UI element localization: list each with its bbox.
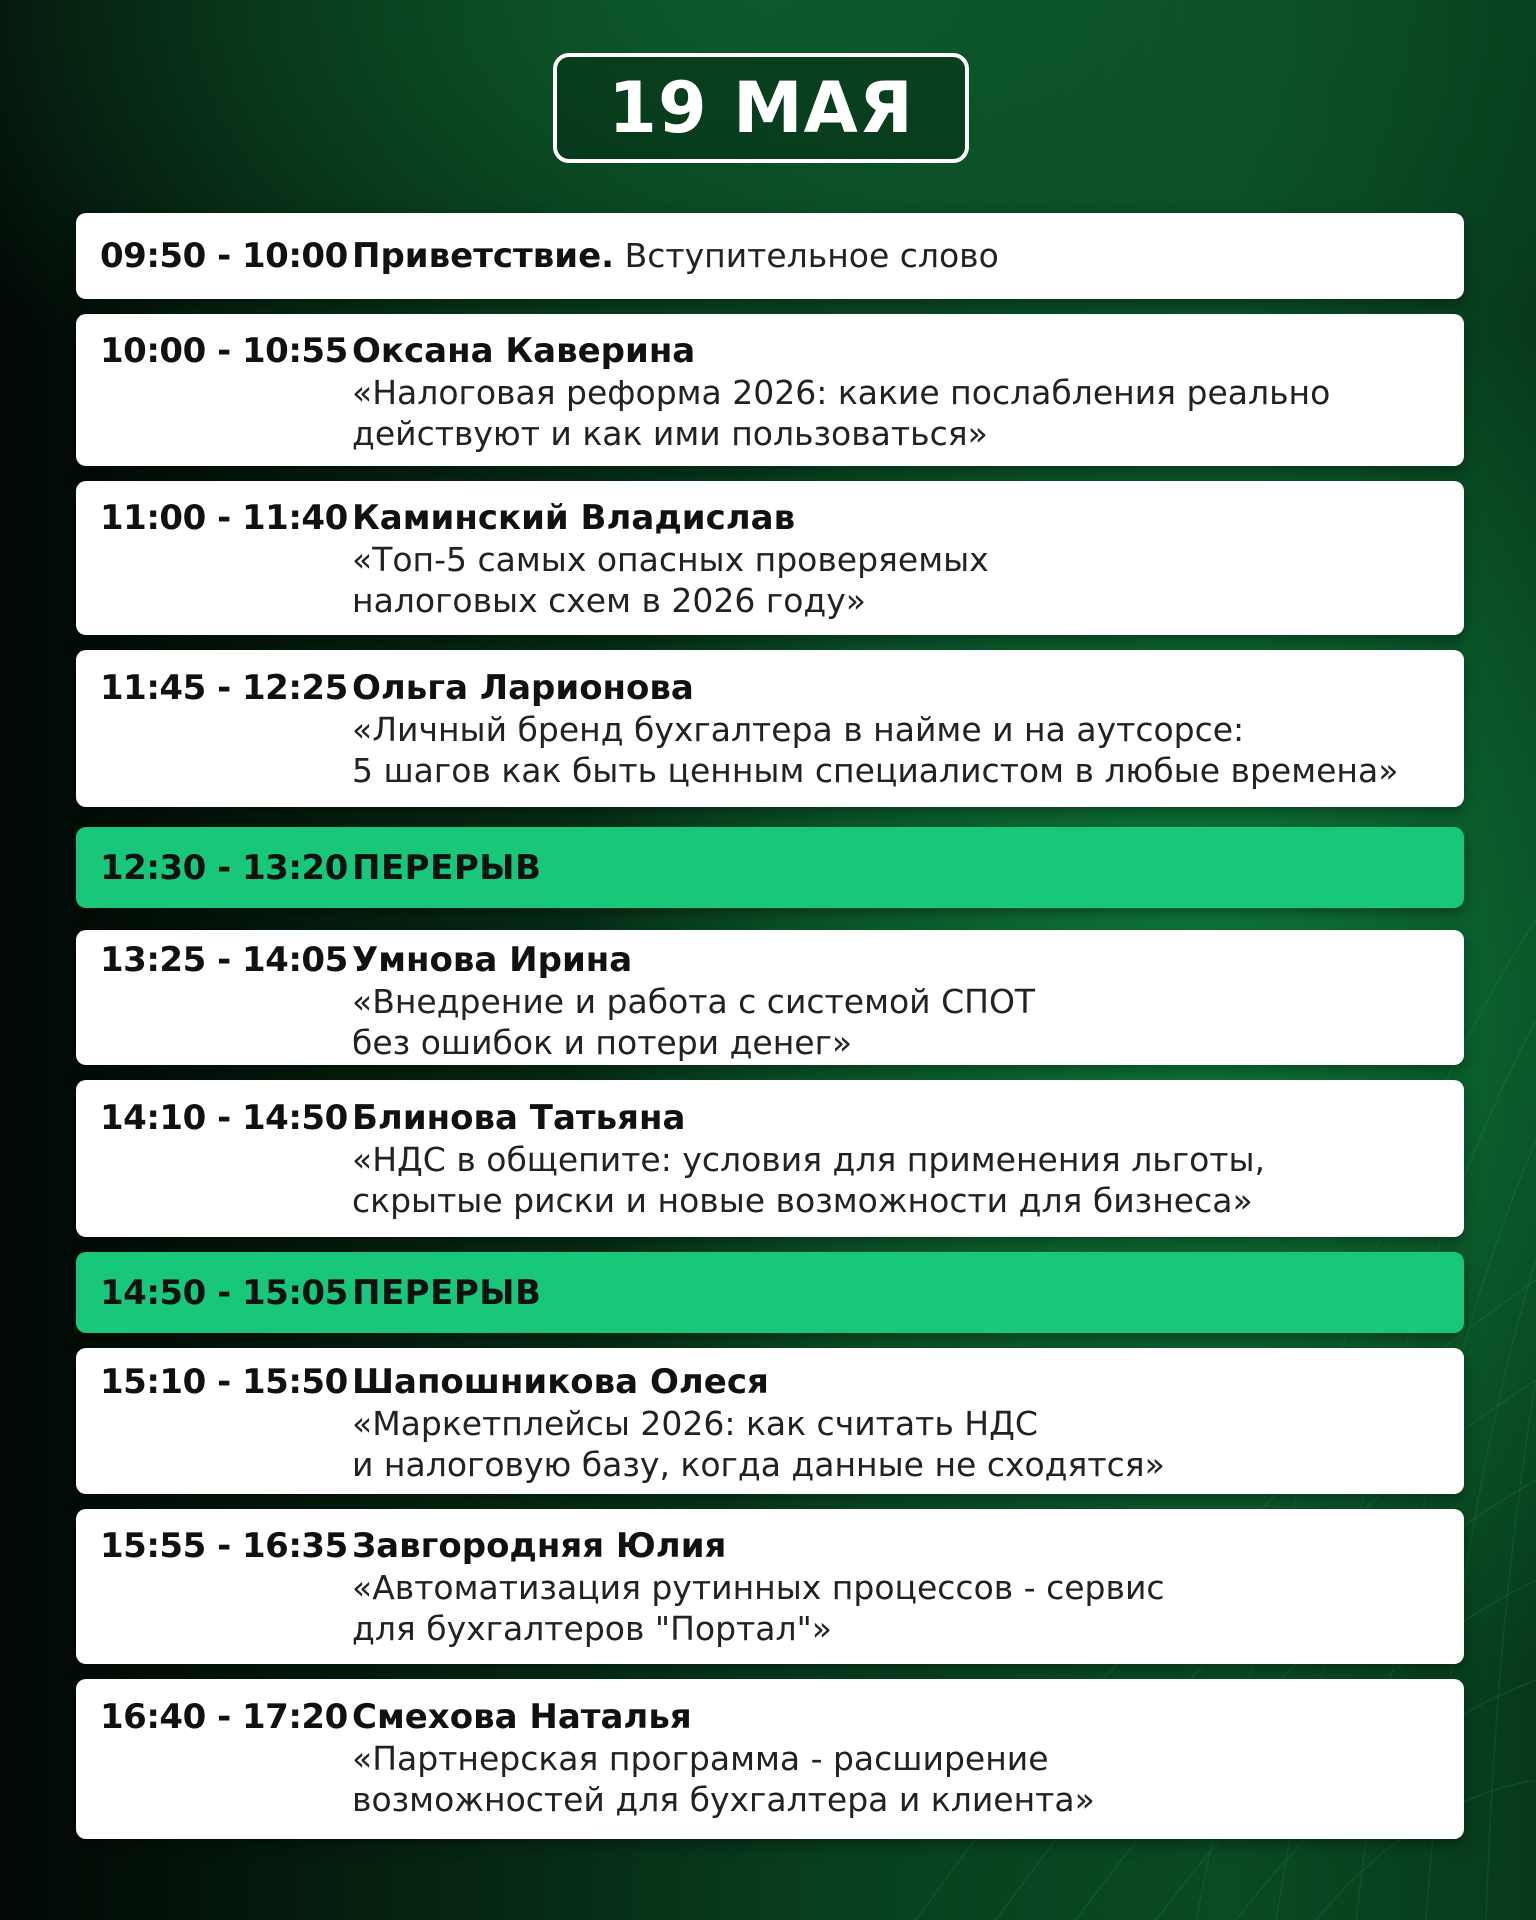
schedule-row-talk <box>76 930 1464 1065</box>
talk-title: «Личный бренд бухгалтера в найме и на аутсорсе: 5 шагов как быть ценным специалистом в любые времена» <box>352 710 1399 790</box>
row-time: 14:10 - 14:50 <box>100 1098 348 1138</box>
talk-title: «Партнерская программа - расширение возможностей для бухгалтера и клиента» <box>352 1739 1095 1819</box>
row-time: 15:55 - 16:35 <box>100 1526 348 1566</box>
intro-title: Приветствие. <box>352 236 615 276</box>
talk-title: «Налоговая реформа 2026: какие послабления реально действуют и как ими пользоваться» <box>352 373 1331 453</box>
row-content <box>352 940 1464 1063</box>
speaker-name: Завгородняя Юлия <box>352 1526 727 1566</box>
speaker-name: Шапошникова Олеся <box>352 1362 769 1402</box>
schedule-row-talk <box>76 650 1464 807</box>
schedule-row-break <box>76 827 1464 908</box>
talk-title: «Автоматизация рутинных процессов - сервис для бухгалтеров "Портал"» <box>352 1568 1165 1648</box>
schedule-list <box>76 213 1464 1854</box>
break-label: ПЕРЕРЫВ <box>352 847 542 888</box>
row-content <box>352 847 1464 889</box>
break-label: ПЕРЕРЫВ <box>352 1272 542 1313</box>
intro-desc: Вступительное слово <box>624 236 999 275</box>
row-content <box>352 668 1464 791</box>
row-content <box>352 1697 1464 1820</box>
row-time: 16:40 - 17:20 <box>100 1697 348 1737</box>
speaker-name: Ольга Ларионова <box>352 668 694 708</box>
schedule-row-talk <box>76 1080 1464 1237</box>
row-time: 11:45 - 12:25 <box>100 668 348 708</box>
schedule-row-intro <box>76 213 1464 299</box>
row-time: 14:50 - 15:05 <box>100 1272 348 1313</box>
row-content <box>352 1526 1464 1649</box>
row-content <box>352 498 1464 621</box>
row-time: 13:25 - 14:05 <box>100 940 348 980</box>
schedule-row-break <box>76 1252 1464 1333</box>
speaker-name: Смехова Наталья <box>352 1697 692 1737</box>
schedule-row-talk <box>76 481 1464 635</box>
row-content <box>352 1098 1464 1221</box>
talk-title: «Топ-5 самых опасных проверяемых налоговых схем в 2026 году» <box>352 540 989 620</box>
schedule-row-talk <box>76 1348 1464 1494</box>
row-content <box>352 235 1464 277</box>
row-content <box>352 331 1464 454</box>
speaker-name: Умнова Ирина <box>352 940 633 980</box>
date-title: 19 МАЯ <box>608 67 914 149</box>
talk-title: «НДС в общепите: условия для применения льготы, скрытые риски и новые возможности для бизнеса» <box>352 1140 1266 1220</box>
schedule-row-talk <box>76 314 1464 466</box>
schedule-row-talk <box>76 1509 1464 1664</box>
row-time: 11:00 - 11:40 <box>100 498 348 538</box>
row-time: 09:50 - 10:00 <box>100 236 348 276</box>
speaker-name: Каминский Владислав <box>352 498 796 538</box>
speaker-name: Блинова Татьяна <box>352 1098 686 1138</box>
row-content <box>352 1362 1464 1485</box>
row-time: 15:10 - 15:50 <box>100 1362 348 1402</box>
row-time: 10:00 - 10:55 <box>100 331 348 371</box>
date-header-box <box>553 53 969 163</box>
schedule-row-talk <box>76 1679 1464 1839</box>
talk-title: «Внедрение и работа с системой СПОТ без ошибок и потери денег» <box>352 982 1036 1062</box>
talk-title: «Маркетплейсы 2026: как считать НДС и налоговую базу, когда данные не сходятся» <box>352 1404 1165 1484</box>
row-time: 12:30 - 13:20 <box>100 847 348 888</box>
row-content <box>352 1272 1464 1314</box>
speaker-name: Оксана Каверина <box>352 331 696 371</box>
